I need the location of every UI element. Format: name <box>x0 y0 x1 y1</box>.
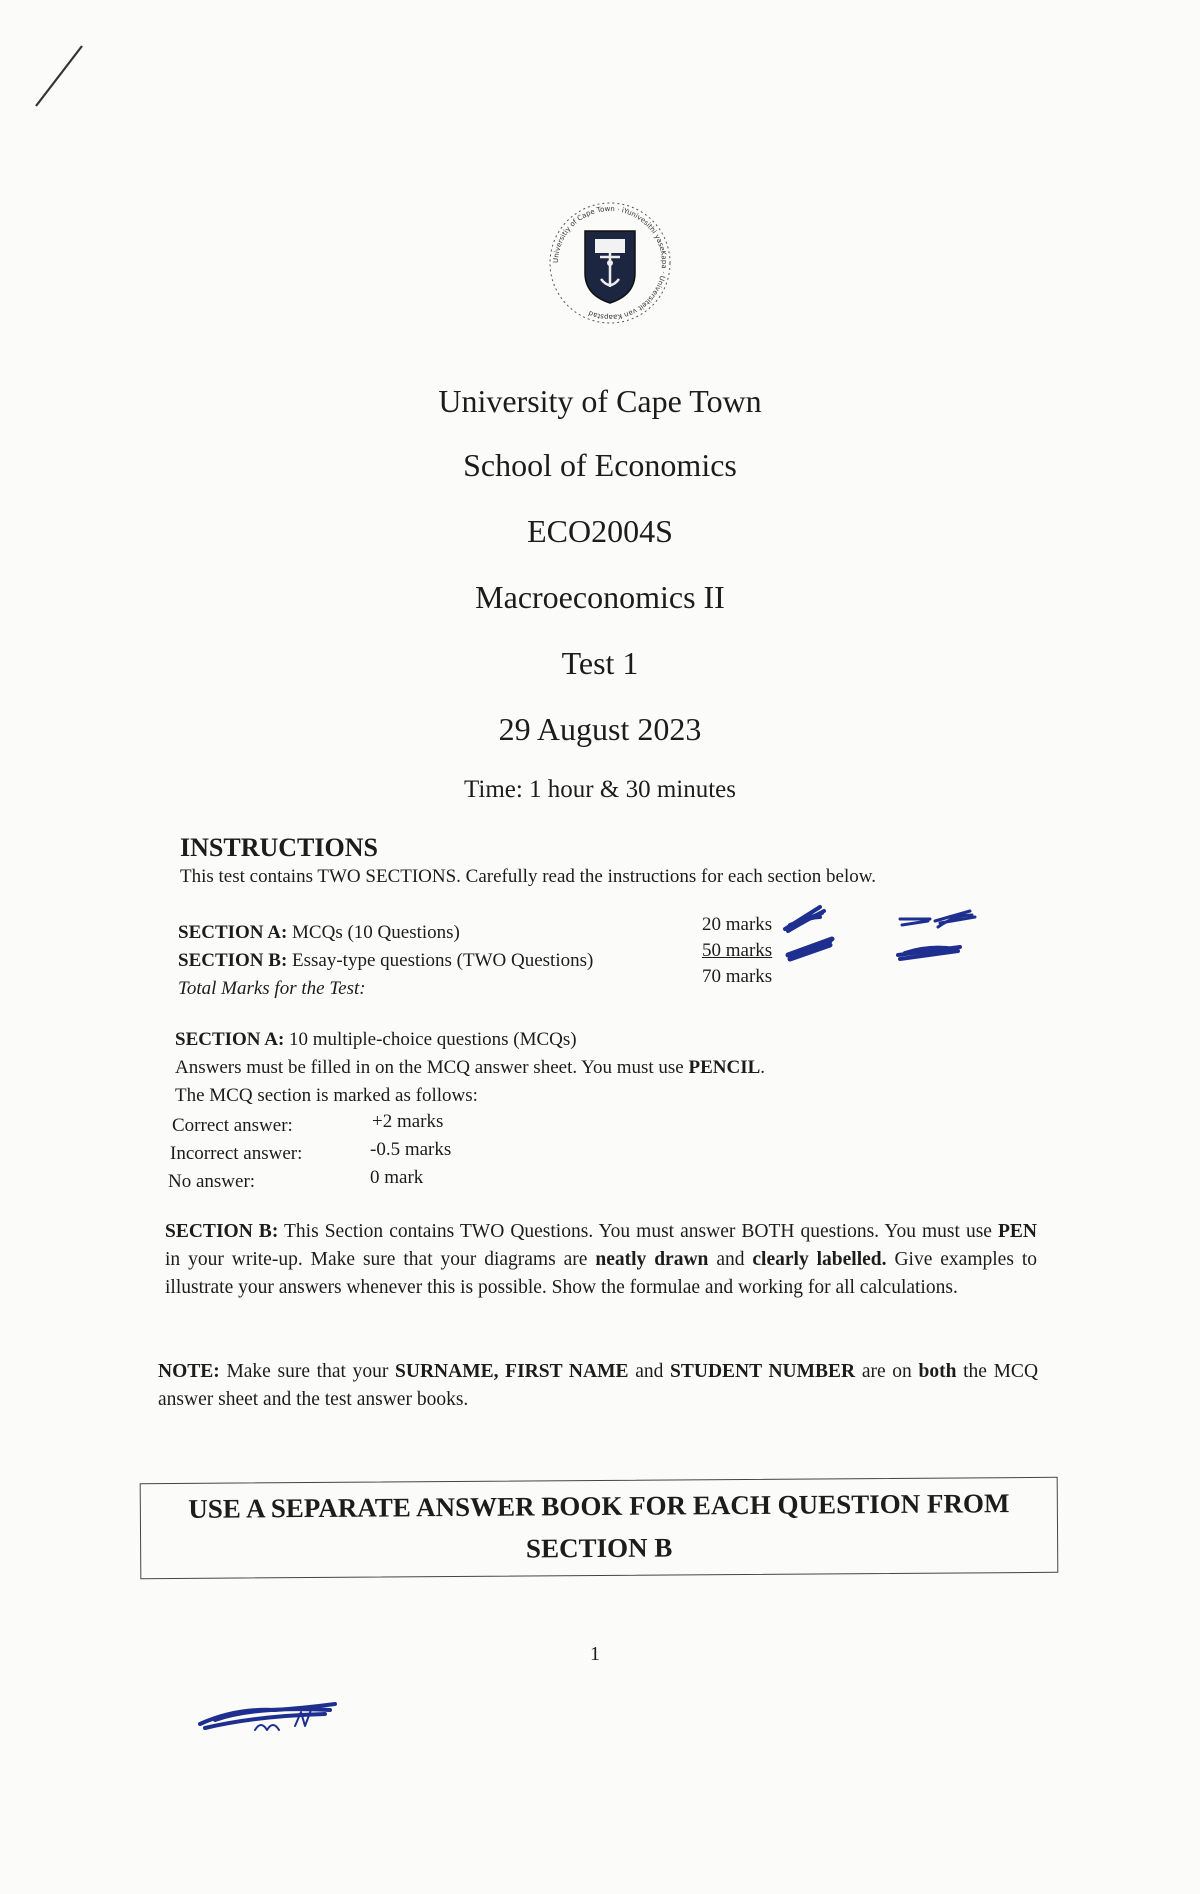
section-a-marks: 20 marks <box>702 914 773 935</box>
note-paragraph <box>158 1358 1038 1414</box>
section-label: SECTION A: <box>178 922 288 943</box>
marking-label: Incorrect answer: <box>170 1143 303 1164</box>
test-duration: Time: 1 hour & 30 minutes <box>463 776 736 803</box>
text: in your write-up. Make sure that your diagrams are <box>165 1249 596 1270</box>
text: and <box>628 1361 671 1382</box>
name-fields-emphasis: SURNAME, FIRST NAME <box>395 1361 629 1382</box>
total-marks-label: Total Marks for the Test: <box>178 978 366 999</box>
course-code: ECO2004S <box>527 513 673 549</box>
text: . <box>760 1057 766 1078</box>
pencil-emphasis: PENCIL <box>688 1057 761 1078</box>
section-a-line1 <box>175 1057 765 1079</box>
student-number-emphasis: STUDENT NUMBER <box>670 1361 856 1382</box>
marking-value: -0.5 marks <box>370 1139 452 1160</box>
text: Make sure that your <box>219 1361 396 1382</box>
section-a-line2: The MCQ section is marked as follows: <box>175 1085 478 1106</box>
text: the MCQ answer sheet and the test answer books. <box>158 1361 1039 1410</box>
section-desc: Essay-type questions (TWO Questions) <box>292 950 594 971</box>
text: and <box>708 1249 753 1270</box>
instructions-heading: INSTRUCTIONS <box>180 833 378 862</box>
section-label: SECTION B: <box>178 950 288 971</box>
pen-mark <box>30 40 90 110</box>
text: Give examples to illustrate your answers whenever this is possible. Show the formulae and working for all calculations. <box>165 1249 1038 1298</box>
section-desc: MCQs (10 Questions) <box>292 922 460 943</box>
text: are on <box>855 1361 919 1382</box>
marking-value: +2 marks <box>372 1111 444 1132</box>
pen-emphasis: PEN <box>998 1221 1037 1242</box>
note-label: NOTE: <box>158 1361 220 1382</box>
banner-line-2: SECTION B <box>525 1532 673 1564</box>
text: Answers must be filled in on the MCQ answer sheet. You must use <box>175 1057 689 1078</box>
course-name: Macroeconomics II <box>475 579 725 615</box>
separate-answer-book-banner <box>140 1477 1059 1579</box>
marking-value: 0 mark <box>370 1167 424 1188</box>
clearly-emphasis: clearly labelled. <box>752 1249 887 1270</box>
both-emphasis: both <box>918 1361 957 1382</box>
banner-line-1: USE A SEPARATE ANSWER BOOK FOR EACH QUESTION FROM <box>188 1488 1010 1524</box>
neatly-emphasis: neatly drawn <box>595 1249 709 1270</box>
section-a-header <box>175 1029 577 1051</box>
test-name: Test 1 <box>561 645 639 681</box>
section-b-summary <box>178 950 593 972</box>
section-b-marks: 50 marks <box>702 940 773 961</box>
school-name: School of Economics <box>463 447 737 483</box>
section-a-summary <box>178 922 460 944</box>
handwritten-scribble <box>195 1690 355 1740</box>
university-crest-logo <box>545 195 675 335</box>
marking-label: No answer: <box>168 1171 256 1192</box>
marking-label: Correct answer: <box>172 1115 293 1136</box>
section-desc: 10 multiple-choice questions (MCQs) <box>289 1029 577 1050</box>
section-b-paragraph <box>165 1218 1037 1302</box>
section-label: SECTION A: <box>175 1029 285 1050</box>
university-name: University of Cape Town <box>438 383 762 419</box>
test-date: 29 August 2023 <box>498 711 702 747</box>
section-label: SECTION B: <box>165 1221 279 1242</box>
handwritten-score-scribble <box>780 895 1040 975</box>
instructions-intro: This test contains TWO SECTIONS. Carefully read the instructions for each section below. <box>180 866 876 887</box>
total-marks-value: 70 marks <box>702 966 773 987</box>
page-number: 1 <box>590 1643 600 1665</box>
svg-text:Universitiy of Cape Town · iYu: Universitiy of Cape Town · iYunivesithi yaseKapa · Universiteit van Kaapstad <box>551 204 669 322</box>
text: This Section contains TWO Questions. You must answer BOTH questions. You must use <box>278 1221 998 1242</box>
